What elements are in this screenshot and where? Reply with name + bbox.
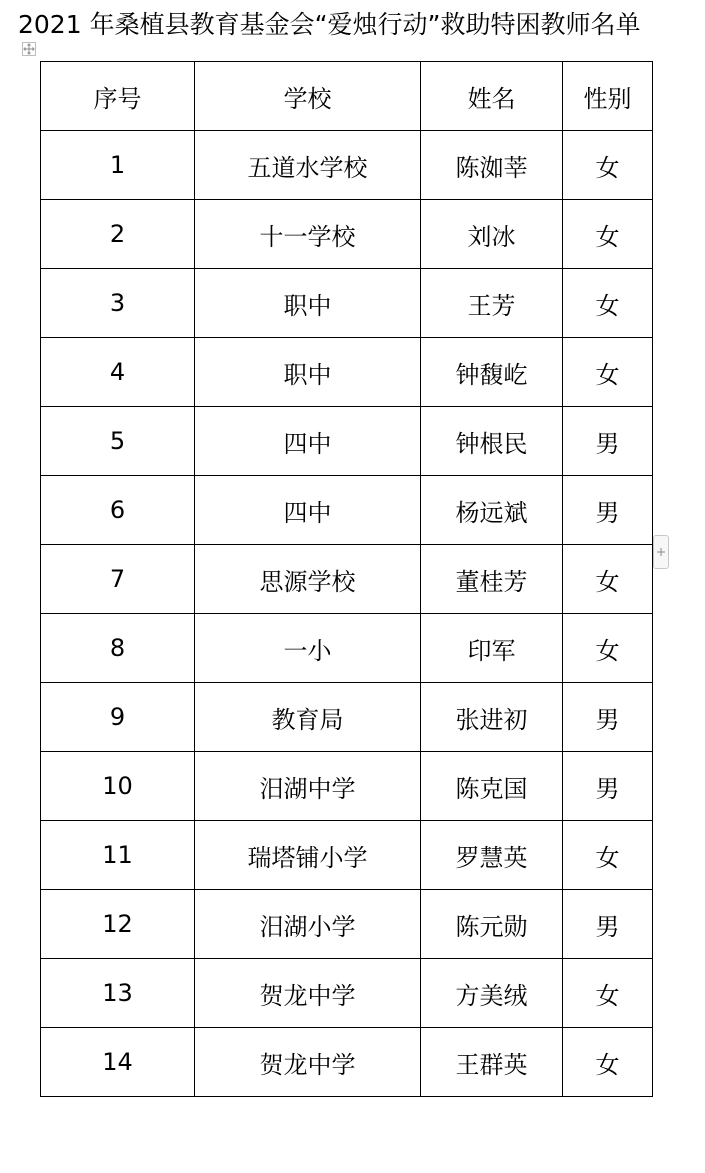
document-title: 2021 年桑植县教育基金会“爱烛行动”救助特困教师名单 (18, 10, 641, 39)
cell-school: 四中 (195, 407, 421, 476)
cell-school: 贺龙中学 (195, 959, 421, 1028)
cell-gender: 女 (563, 614, 653, 683)
cell-gender: 男 (563, 890, 653, 959)
cell-school: 四中 (195, 476, 421, 545)
table-row (41, 821, 653, 890)
cell-seq: 12 (41, 890, 195, 959)
table-row (41, 407, 653, 476)
cell-seq: 4 (41, 338, 195, 407)
header-gender: 性别 (563, 62, 653, 131)
cell-gender: 男 (563, 407, 653, 476)
cell-seq: 10 (41, 752, 195, 821)
cell-gender: 女 (563, 131, 653, 200)
cell-gender: 女 (563, 338, 653, 407)
cell-name: 董桂芳 (421, 545, 563, 614)
table-row (41, 683, 653, 752)
cell-seq: 13 (41, 959, 195, 1028)
teacher-list-table (40, 61, 653, 1097)
plus-icon (654, 536, 668, 568)
table-row (41, 959, 653, 1028)
cell-school: 汨湖小学 (195, 890, 421, 959)
cell-seq: 7 (41, 545, 195, 614)
header-seq: 序号 (41, 62, 195, 131)
cell-gender: 女 (563, 959, 653, 1028)
cell-gender: 男 (563, 752, 653, 821)
cell-gender: 女 (563, 545, 653, 614)
cell-school: 职中 (195, 269, 421, 338)
cell-name: 陈克国 (421, 752, 563, 821)
cell-seq: 2 (41, 200, 195, 269)
cell-seq: 8 (41, 614, 195, 683)
cell-school: 五道水学校 (195, 131, 421, 200)
cell-name: 张进初 (421, 683, 563, 752)
cell-name: 印军 (421, 614, 563, 683)
cell-gender: 女 (563, 1028, 653, 1097)
cell-seq: 1 (41, 131, 195, 200)
table-row (41, 890, 653, 959)
cell-seq: 5 (41, 407, 195, 476)
cell-seq: 14 (41, 1028, 195, 1097)
cell-seq: 9 (41, 683, 195, 752)
table-row (41, 200, 653, 269)
cell-gender: 男 (563, 683, 653, 752)
table-row (41, 269, 653, 338)
cell-name: 钟根民 (421, 407, 563, 476)
cell-school: 职中 (195, 338, 421, 407)
cell-name: 陈元勋 (421, 890, 563, 959)
cell-gender: 女 (563, 821, 653, 890)
table-row (41, 614, 653, 683)
cell-name: 刘冰 (421, 200, 563, 269)
cell-school: 贺龙中学 (195, 1028, 421, 1097)
cell-name: 陈洳莘 (421, 131, 563, 200)
cell-name: 罗慧英 (421, 821, 563, 890)
cell-name: 方美绒 (421, 959, 563, 1028)
header-school: 学校 (195, 62, 421, 131)
cell-seq: 3 (41, 269, 195, 338)
cell-school: 十一学校 (195, 200, 421, 269)
table-move-handle[interactable] (22, 42, 36, 56)
cell-seq: 6 (41, 476, 195, 545)
cell-school: 一小 (195, 614, 421, 683)
header-name: 姓名 (421, 62, 563, 131)
cell-name: 王群英 (421, 1028, 563, 1097)
table-row (41, 752, 653, 821)
cell-seq: 11 (41, 821, 195, 890)
cell-school: 教育局 (195, 683, 421, 752)
cell-gender: 女 (563, 200, 653, 269)
table-row (41, 131, 653, 200)
table-row (41, 338, 653, 407)
move-arrows-icon (23, 43, 35, 55)
cell-gender: 男 (563, 476, 653, 545)
cell-name: 王芳 (421, 269, 563, 338)
table-row (41, 476, 653, 545)
cell-name: 钟馥屹 (421, 338, 563, 407)
cell-school: 思源学校 (195, 545, 421, 614)
table-row (41, 1028, 653, 1097)
table-row-add-handle[interactable] (653, 535, 669, 569)
table-row (41, 545, 653, 614)
cell-gender: 女 (563, 269, 653, 338)
table-header-row (41, 62, 653, 131)
cell-name: 杨远斌 (421, 476, 563, 545)
cell-school: 瑞塔铺小学 (195, 821, 421, 890)
cell-school: 汨湖中学 (195, 752, 421, 821)
